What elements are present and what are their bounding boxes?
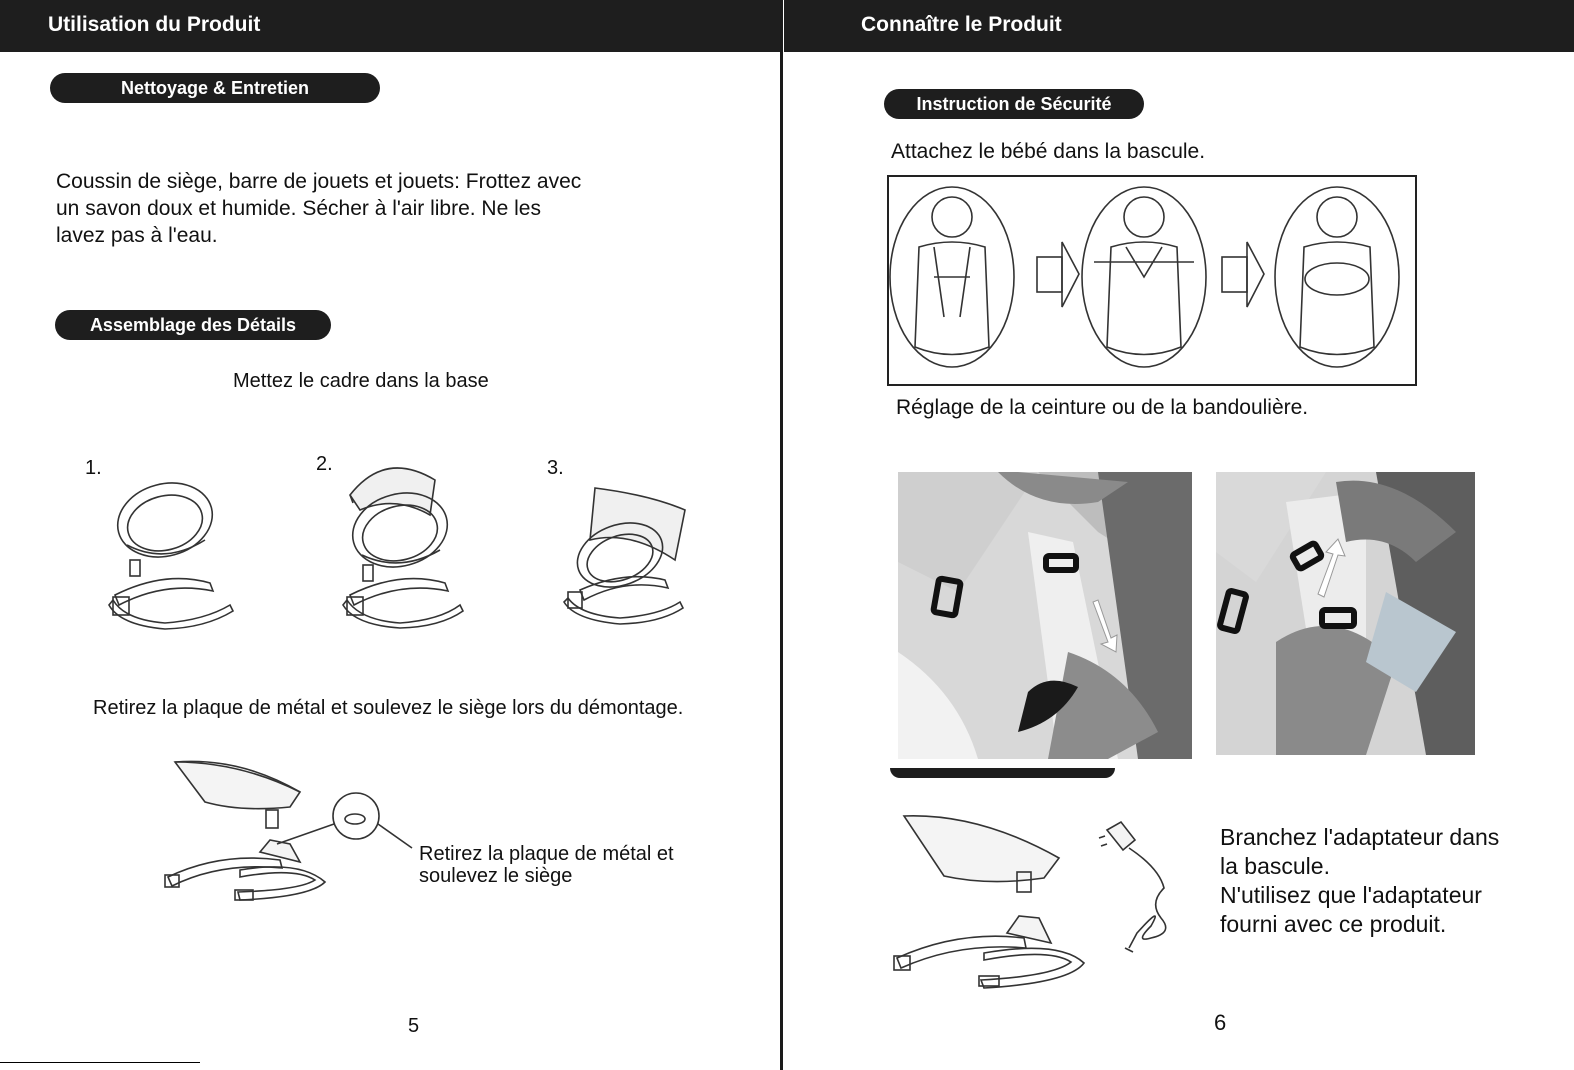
safety-section-pill: Instruction de Sécurité: [884, 89, 1144, 119]
step-2-label: 2.: [316, 453, 333, 475]
removal-instruction: Retirez la plaque de métal et soulevez le siège lors du démontage.: [93, 697, 684, 719]
disassembly-illustration: [160, 752, 420, 907]
cleaning-section-pill: Nettoyage & Entretien: [50, 73, 380, 103]
adapter-illustration: [889, 808, 1189, 998]
left-page-header: [0, 0, 780, 52]
footer-rule: [0, 1062, 200, 1063]
harness-sequence-illustration: [889, 177, 1415, 384]
left-page-title: Utilisation du Produit: [48, 13, 261, 36]
adapter-line-1: Branchez l'adaptateur dans: [1220, 824, 1500, 850]
right-page-header: [784, 0, 1574, 52]
page-number-right: 6: [1214, 1010, 1227, 1035]
step-1-label: 1.: [85, 457, 102, 479]
adapter-line-4: fourni avec ce produit.: [1220, 911, 1447, 937]
safety-line-1: Attachez le bébé dans la bascule.: [891, 140, 1206, 163]
page-divider: [780, 0, 783, 1070]
right-page: [784, 0, 1574, 1070]
strap-adjust-photo-2: [1216, 472, 1475, 755]
step-2-illustration: [335, 455, 475, 630]
safety-line-2: Réglage de la ceinture ou de la bandoulière.: [896, 396, 1309, 419]
cleaning-line-3: lavez pas à l'eau.: [56, 224, 218, 247]
assembly-instruction: Mettez le cadre dans la base: [233, 370, 489, 392]
assembly-section-pill: Assemblage des Détails: [55, 310, 331, 340]
adapter-line-2: la bascule.: [1220, 853, 1330, 879]
step-3-illustration: [560, 480, 700, 630]
step-1-illustration: [105, 475, 245, 630]
left-page: [0, 0, 780, 1070]
cleaning-line-2: un savon doux et humide. Sécher à l'air libre. Ne les: [56, 197, 541, 220]
removal-callout-line-2: soulevez le siège: [419, 865, 573, 887]
cropped-section-pill: [890, 768, 1115, 778]
step-3-label: 3.: [547, 457, 564, 479]
adapter-line-3: N'utilisez que l'adaptateur: [1220, 882, 1482, 908]
cleaning-line-1: Coussin de siège, barre de jouets et jouets: Frottez avec: [56, 170, 582, 193]
page-number-left: 5: [408, 1015, 420, 1037]
right-page-title: Connaître le Produit: [861, 13, 1062, 36]
harness-sequence-box: [887, 175, 1417, 386]
strap-adjust-photo-1: [898, 472, 1192, 759]
removal-callout-line-1: Retirez la plaque de métal et: [419, 843, 674, 865]
